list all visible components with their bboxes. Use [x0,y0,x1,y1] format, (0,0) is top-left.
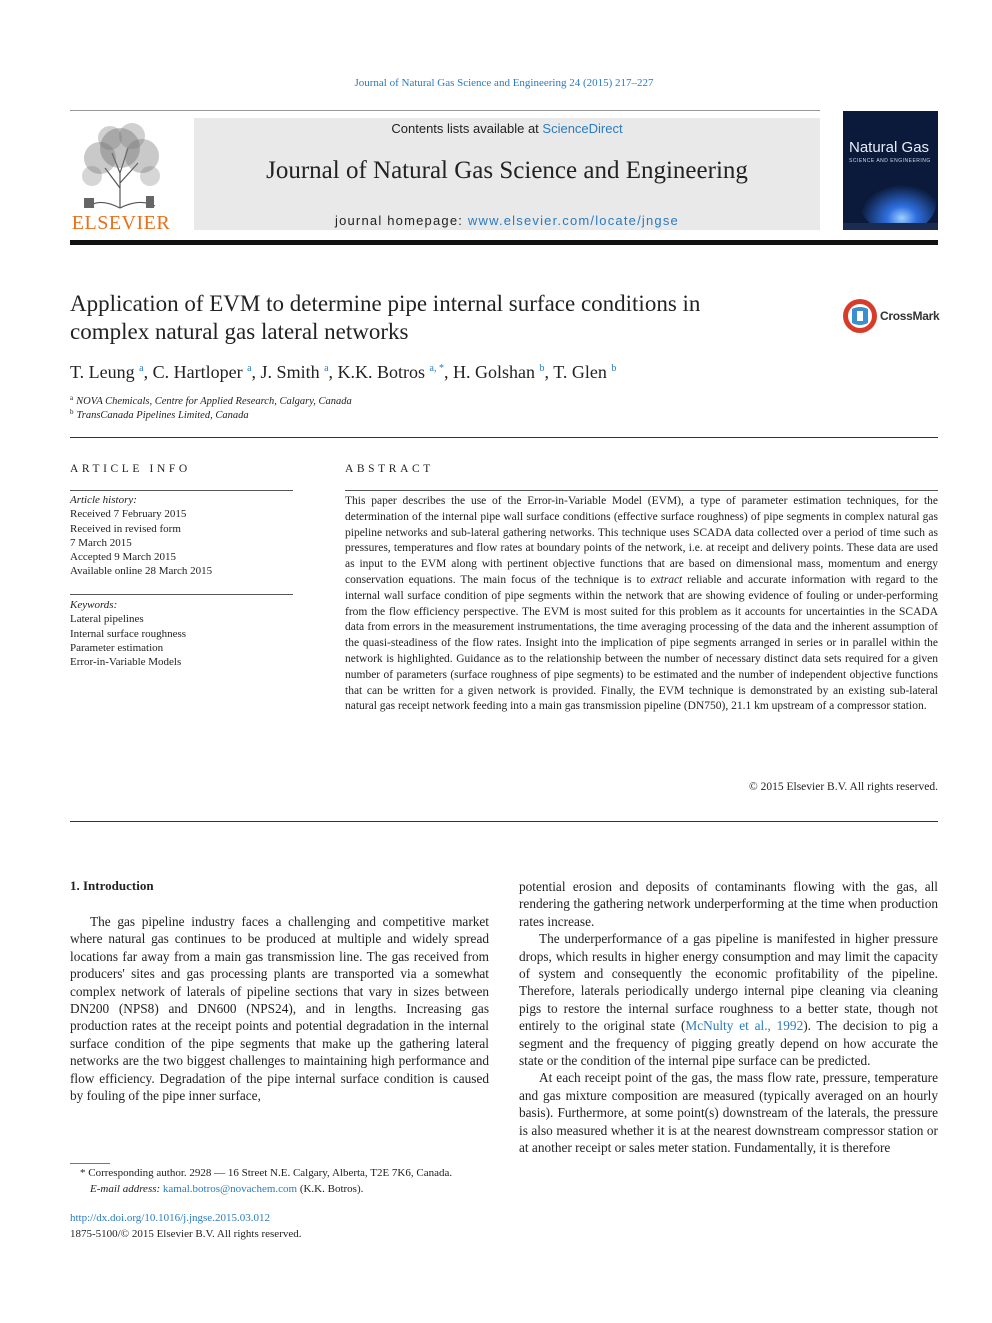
abstract-italic-word: extract [650,573,683,586]
keyword-item: Parameter estimation [70,641,164,654]
history-item: Accepted 9 March 2015 [70,551,176,564]
body-column-left [70,913,489,1104]
article-history [70,493,212,579]
cover-flame-graphic [843,111,938,230]
sciencedirect-link[interactable]: ScienceDirect [542,121,623,136]
doi-link[interactable]: http://dx.doi.org/10.1016/j.jngse.2015.03.012 [70,1212,270,1224]
keywords-rule [70,594,293,595]
abstract-text-part: This paper describes the use of the Error-in-Variable Model (EVM), a type of parameter estimation techniques, for the determination of the internal pipe wall surface conditions (effective surface roughness) of pipe segments in complex natural gas pipeline networks and sub-lateral gathering networks. This technique uses SCADA data collected over a period of time such as pressures, temperatures and flow rates at boundary points of the network, i.e. at receipt and delivery points. These data are used as input to the EVM along with pertinent objective functions that are based on dimensional mass, momentum and energy conservation equations. The main focus of the technique is to [345,495,938,586]
doi-block [70,1211,302,1242]
body-paragraph: potential erosion and deposits of contaminants flowing with the gas, all rendering the gathering network underperforming at the time when production rates increase. [519,879,938,929]
header-thick-rule [70,240,938,245]
article-history-label: Article history: [70,494,137,506]
journal-homepage [194,213,820,228]
abstract-text-part: reliable and accurate information with regard to the internal wall surface condition of pipe segments within the network that are showing evidence of fouling or under-performing from the flow efficiency perspective. The EVM is most suited for this problem as it accounts for uncertainties in the SCADA data from errors in the measurement instrumentations, the time averaging processing of the data and the inherent assumption of the quasi-steadiness of the flow rates. Insight into the implication of pipe segments arranged in series or in parallel within the network is highlighted. Guidance as to the relationship between the number of necessary distinct data sets required for a given number of parameters (surface roughness of pipe segments) to be estimated and the number of independent objective functions that can be written for a given network is provided. Finally, the EVM technique is demonstrated by an existing sub-lateral natural gas receipt network feeding into a main gas transmission pipeline (DN750), 21.1 km upstream of a compressor station. [345,573,938,713]
journal-citation[interactable]: Journal of Natural Gas Science and Engineering 24 (2015) 217–227 [354,77,654,89]
author-name[interactable]: J. Smith [260,362,320,382]
author-affiliation-mark[interactable]: b [539,363,545,374]
keyword-item: Error-in-Variable Models [70,656,182,669]
abstract-text [345,494,938,715]
abstract-rule [345,490,938,491]
author-name[interactable]: K.K. Botros [337,362,426,382]
article-title-line-1: Application of EVM to determine pipe internal surface conditions in [70,291,701,316]
history-item: 7 March 2015 [70,536,132,549]
history-item: Received in revised form [70,522,181,535]
author-affiliation-mark[interactable]: a [139,363,144,374]
author-list: T. Leung $^a$, C. Hartloper $^a$, J. Smith $^a$, K.K. Botros $^{a, *}$, H. Golshan $^b$, T. Glen $^b$ [70,362,617,382]
author-affiliation-mark[interactable]: a [247,363,252,374]
email-label: E-mail address: [90,1182,161,1195]
abstract-copyright: © 2015 Elsevier B.V. All rights reserved. [749,781,938,793]
crossmark-label[interactable]: CrossMark [880,309,940,323]
keywords [70,598,186,669]
affiliation-text: TransCanada Pipelines Limited, Canada [76,410,249,421]
journal-title: Journal of Natural Gas Science and Engineering [266,157,748,184]
front-matter-end-rule [70,821,938,822]
email-link[interactable]: kamal.botros@novachem.com [162,1182,298,1195]
keyword-item: Lateral pipelines [70,613,144,626]
author-affiliation-mark[interactable]: a [324,363,329,374]
article-title [70,290,830,346]
cover-subtitle: SCIENCE AND ENGINEERING [849,158,931,164]
footnote-corresponding: Corresponding author. 2928 — 16 Street N.E. Calgary, Alberta, T2E 7K6, Canada. [88,1167,453,1179]
body-text: ). The decision to pig a segment and the frequency of pigging greatly depend on how accurate the state or the condition of the internal pipe surface can be predicted. [519,1018,938,1069]
citation-link[interactable]: McNulty et al., 1992 [685,1018,804,1034]
abstract-heading: ABSTRACT [345,463,434,475]
body-text: The underperformance of a gas pipeline is manifested in higher pressure drops, which results in higher energy consumption and may limit the capacity of system and consequently the economic profitability of the pipeline. Therefore, laterals periodically undergo internal pipe cleaning via cleaning pigs to restore the internal surface roughness to a better state, though not entirely to the original state ( [519,931,938,1034]
homepage-link[interactable]: www.elsevier.com/locate/jngse [467,213,679,228]
header-top-rule [70,110,820,111]
homepage-label: journal homepage: [334,213,468,228]
footnote-email-line [70,1182,500,1198]
author-name[interactable]: C. Hartloper [152,362,243,382]
contents-line [194,121,820,136]
article-info-heading: ARTICLE INFO [70,463,191,475]
section-divider [70,437,938,438]
article-title-line-2: complex natural gas lateral networks [70,319,409,344]
footnote-asterisk: * [80,1167,86,1179]
history-item: Available online 28 March 2015 [70,565,213,578]
article-info-rule [70,490,293,491]
email-suffix: (K.K. Botros). [297,1182,364,1195]
section-heading-introduction: 1. Introduction [70,878,154,893]
footnote-line [70,1166,500,1182]
author-affiliation-mark[interactable]: a, * [429,363,444,374]
author-name[interactable]: H. Golshan [453,362,535,382]
contents-prefix: Contents lists available at [391,121,543,136]
keywords-label: Keywords: [70,599,118,611]
body-paragraph: At each receipt point of the gas, the mass flow rate, pressure, temperature and gas mixture composition are measured (typically averaged on an hourly basis). Furthermore, at some point(s) downstream of the laterals, the pressure is also measured whether it is at the nearest downstream compressor station or at another receipt or sales meter station. Fundamentally, it is therefore [519,1070,938,1156]
body-paragraph [519,930,938,1069]
affiliation-text: NOVA Chemicals, Centre for Applied Research, Calgary, Canada [76,396,352,407]
elsevier-wordmark: ELSEVIER [71,212,171,234]
affiliation-b [70,408,249,421]
keyword-item: Internal surface roughness [70,627,187,640]
author-name[interactable]: T. Leung [70,362,135,382]
author-name[interactable]: T. Glen [553,362,607,382]
journal-cover-image[interactable] [843,111,938,230]
body-paragraph: The gas pipeline industry faces a challenging and competitive market where natural gas continues to be produced at multiple and widely spread locations far away from a main gas transmission line. The gas received from producers' sites and gas processing plants are transported via a somewhat complex network of laterals of pipeline sections that vary in sizes between DN200 (NPS8) and DN600 (NPS24), and in lengths. Increasing gas production rates at the receipt points and potential degradation in the internal surface condition of the pipe segments that make up the gathering lateral networks are the two biggest challenges to maintaining high performance and flow efficiency. Degradation of the pipe internal surface condition is caused by fouling of the pipe inner surface, [70,914,489,1104]
author-affiliation-mark[interactable]: b [611,363,617,374]
affiliation-a [70,394,352,407]
corresponding-author-footnote [70,1166,500,1197]
history-item: Received 7 February 2015 [70,508,187,521]
body-column-right [519,878,938,1157]
cover-title: Natural Gas [849,139,930,156]
issn-line: 1875-5100/© 2015 Elsevier B.V. All rights reserved. [70,1227,302,1240]
footnote-rule [70,1163,110,1164]
affiliation-mark: a [70,394,74,402]
affiliation-mark: b [70,408,74,416]
